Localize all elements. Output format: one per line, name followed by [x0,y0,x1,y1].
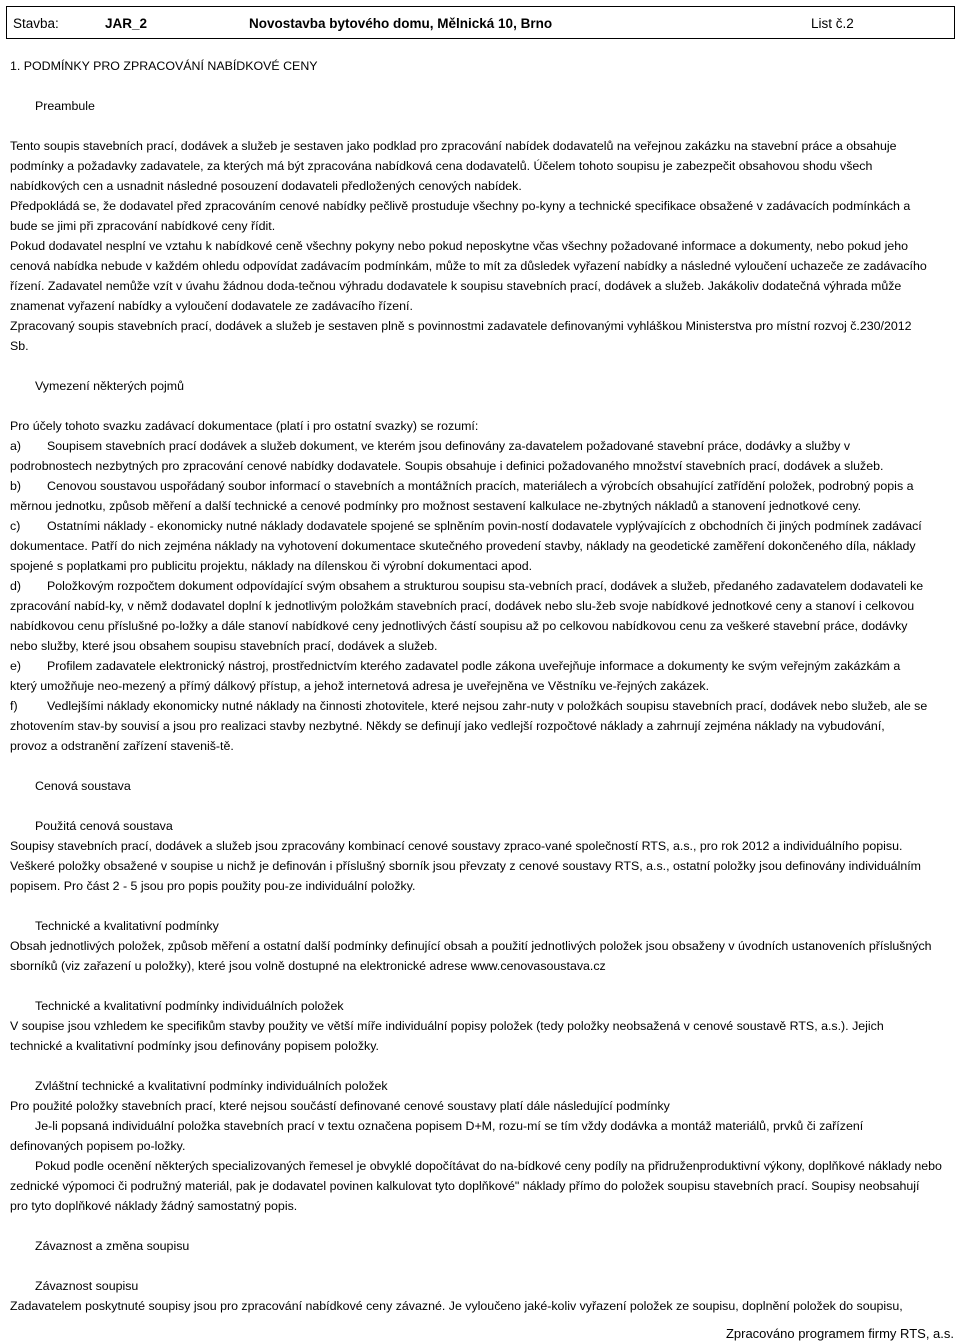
text-line: nabídkovou cenu příslušné po-ložky a dále stanoví nabídkové ceny jednotlivých částí soupisu až po celkovou nabídkovou cenu za veškeré stavební práce, dodávky [10,619,908,633]
definition-item-a [10,436,950,476]
text-line: provoz a odstranění zařízení staveniš-tě. [10,739,234,753]
list-letter: b) [10,479,22,493]
price-system-heading: Cenová soustava [35,779,131,793]
list-letter: e) [10,659,22,673]
definition-item-f [10,696,950,756]
text-line: Položkovým rozpočtem dokument odpovídající svým obsahem a strukturou soupisu sta-vebních prací, dodávek a služeb, předaného zadavatelem dodavateli ke [47,579,924,593]
list-letter: f) [10,699,18,713]
price-system-subheading: Použitá cenová soustava [35,819,173,833]
text-line: sborníků (viz zařazení u položky), které jsou volně dostupné na elektronické adrese www.cenovasoustava.cz [10,959,606,973]
text-line: cenová nabídka nebude v každém ohledu odpovídat zadávacím podmínkám, může to mít za důsledek vyřazení nabídky a následné vyloučení uchazeče ze zadávacího [10,259,927,273]
definition-item-c [10,516,950,576]
text-line: Vedlejšími náklady ekonomicky nutné náklady na činnosti zhotovitele, které nejsou zahr-nuty v položkách soupisu stavebních prací, dodávek nebo služeb, ale se [47,699,928,713]
text-line: měrnou jednotku, způsob měření a další technické a cenové podmínky pro možnost sestavení kalkulace ne-zbytných nákladů a stanovení jednotkové ceny. [10,499,862,513]
text-line: Sb. [10,339,29,353]
text-line: řízení. Zadavatel nemůže vzít v úvahu žádnou doda-tečnou výhradu dodavatele k soupisu stavebních prací, dodávek a služeb. Jakákoliv dodatečná výhrada může [10,279,902,293]
text-line: Veškeré položky obsažené v soupise u nichž je definován i příslušný sborník jsou převzaty z cenové soustavy RTS, a.s., ostatní položky jsou definovány individuálním [10,859,921,873]
text-line: který umožňuje neo-mezený a přímý dálkový přístup, a jehož internetová adresa je uveřejněna ve Věstníku ve-řejných zakázek. [10,679,710,693]
technical-heading: Technické a kvalitativní podmínky [35,919,219,933]
text-line: Pokud podle ocenění některých specializovaných řemesel je obvyklé dopočítávat do na-bídkové ceny podíly na přidruženproduktivní výkony, doplňkové náklady nebo [35,1159,942,1173]
binding-heading: Závaznost a změna soupisu [35,1239,190,1253]
definition-item-d [10,576,950,656]
preamble-text [10,136,950,356]
text-line: znamenat vyřazení nabídky a vyloučení dodavatele ze zadávacího řízení. [10,299,413,313]
page-footer: Zpracováno programem firmy RTS, a.s. [725,1326,954,1341]
text-line: Soupisy stavebních prací, dodávek a služeb jsou zpracovány kombinací cenové soustavy zpraco-vané společností RTS, a.s., pro rok 2012 a individuálního popisu. [10,839,903,853]
text-line: Pokud dodavatel nesplní ve vztahu k nabídkové ceně všechny pokyny nebo pokud neposkytne včas všechny požadované informace a dokumenty, nebo pokud jeho [10,239,908,253]
project-name: Novostavba bytového domu, Mělnická 10, Brno [249,16,553,31]
text-line: Předpokládá se, že dodavatel před zpracováním cenové nabídky pečlivě prostuduje všechny po-kyny a technické specifikace obsažené v zadávacích podmínkách a [10,199,911,213]
project-code: JAR_2 [105,16,148,31]
text-line: Soupisem stavebních prací dodávek a služeb dokument, ve kterém jsou definovány za-davatelem požadované stavební práce, dodávky a služby v [47,439,851,453]
text-line: zhotovením stav-by souvisí a jsou pro realizaci stavby nezbytné. Někdy se definují jako vedlejší rozpočtové náklady a zahrnují zejména náklady na vybudování, [10,719,885,733]
text-line: nebo služby, které jsou obsahem soupisu stavebních prací, dodávek a služeb. [10,639,438,653]
section-title: 1. PODMÍNKY PRO ZPRACOVÁNÍ NABÍDKOVÉ CENY [10,59,318,73]
text-line: nabídkových cen a usnadnit následné posouzení dodavateli předložených cenových nabídek. [10,179,522,193]
text-line: podmínky a požadavky zadavatele, za kterých má být zpracována nabídková cena dodavatelů. Účelem tohoto soupisu je zabezpečit obsahovou shodu všech [10,159,873,173]
text-line: zednické výpomoci či podružný materiál, pak je dodavatel povinen kalkulovat tyto doplňkové" náklady přímo do položek soupisu stavebních prací. Soupisy neobsahují [10,1179,920,1193]
text-line: dokumentace. Patří do nich zejména náklady na vyhotovení dokumentace skutečného provedení stavby, náklady na geodetické zaměření dokončeného díla, náklady [10,539,916,553]
text-line: Zadavatelem poskytnuté soupisy jsou pro zpracování nabídkové ceny závazné. Je vyloučeno jaké-koliv vyřazení položek ze soupisu, doplnění položek do soupisu, [10,1299,903,1313]
special-intro: Pro použité položky stavebních prací, které nejsou součástí definované cenové soustavy platí dále následující podmínky [10,1099,670,1113]
text-line: popisem. Pro část 2 - 5 jsou pro popis použity pou-ze individuální položky. [10,879,416,893]
definition-item-e [10,656,950,696]
technical-individual-heading: Technické a kvalitativní podmínky individuálních položek [35,999,344,1013]
stavba-label: Stavba: [13,16,59,31]
text-line: zpracování nabíd-ky, v němž dodavatel doplní k jednotlivým položkám stavebních prací, dodávek nebo slu-žeb svoje nabídkové jednotkové ceny a stanoví i celkovou [10,599,915,613]
sheet-number: List č.2 [811,16,854,31]
definitions-intro: Pro účely tohoto svazku zadávací dokumentace (platí i pro ostatní svazky) se rozumí: [10,419,479,433]
list-letter: d) [10,579,22,593]
text-line: Ostatními náklady - ekonomicky nutné náklady dodavatele spojené se splněním povin-ností dodavatele vyplývajících z obchodních či jiných podmínek zadávací [47,519,922,533]
definition-item-b [10,476,950,516]
text-line: bude se jimi při zpracování nabídkové ceny řídit. [10,219,276,233]
text-line: Je-li popsaná individuální položka stavebních prací v textu označena popisem D+M, rozu-mí se tím vždy dodávka a montáž materiálů, prvků či zařízení [35,1119,864,1133]
text-line: Profilem zadavatele elektronický nástroj, prostřednictvím kterého zadavatel podle zákona uveřejňuje informace a dokumenty ke svým veřejným zakázkám a [47,659,901,673]
definitions-heading: Vymezení některých pojmů [35,379,184,393]
text-line: pro tyto doplňkové náklady žádný samostatný popis. [10,1199,298,1213]
special-heading: Zvláštní technické a kvalitativní podmínky individuálních položek [35,1079,388,1093]
sheet-header [6,6,955,39]
text-line: V soupise jsou vzhledem ke specifikům stavby použity ve větší míře individuální popisy položek (tedy položky neobsažená v cenové soustavě RTS, a.s.). Jejich [10,1019,884,1033]
list-letter: c) [10,519,21,533]
text-line: Tento soupis stavebních prací, dodávek a služeb je sestaven jako podklad pro zpracování nabídek dodavatelů na veřejnou zakázku na stavební práce a obsahuje [10,139,897,153]
text-line: Obsah jednotlivých položek, způsob měření a ostatní další podmínky definující obsah a použití jednotlivých položek jsou obsaženy v úvodních ustanoveních příslušných [10,939,932,953]
binding-subheading: Závaznost soupisu [35,1279,139,1293]
text-line: Cenovou soustavou uspořádaný soubor informací o stavebních a montážních pracích, materiálech a výrobcích obsahující zatřídění položek, podrobný popis a [47,479,914,493]
text-line: podrobnostech nezbytných pro zpracování cenové nabídky dodavatele. Soupis obsahuje i definici požadovaného množství stavebních prací, dodávek a služeb. [10,459,884,473]
text-line: definovaných popisem po-ložky. [10,1139,186,1153]
text-line: spojené s poplatkami pro publicitu projektu, náklady na dílenskou či výrobní dokumentaci apod. [10,559,533,573]
text-line: Zpracovaný soupis stavebních prací, dodávek a služeb je sestaven plně s povinnostmi zadavatele definovanými vyhláškou Ministerstva pro místní rozvoj č.230/2012 [10,319,912,333]
preamble-heading: Preambule [35,99,95,113]
list-letter: a) [10,439,22,453]
text-line: technické a kvalitativní podmínky jsou definovány popisem položky. [10,1039,379,1053]
document-body [10,56,950,1316]
